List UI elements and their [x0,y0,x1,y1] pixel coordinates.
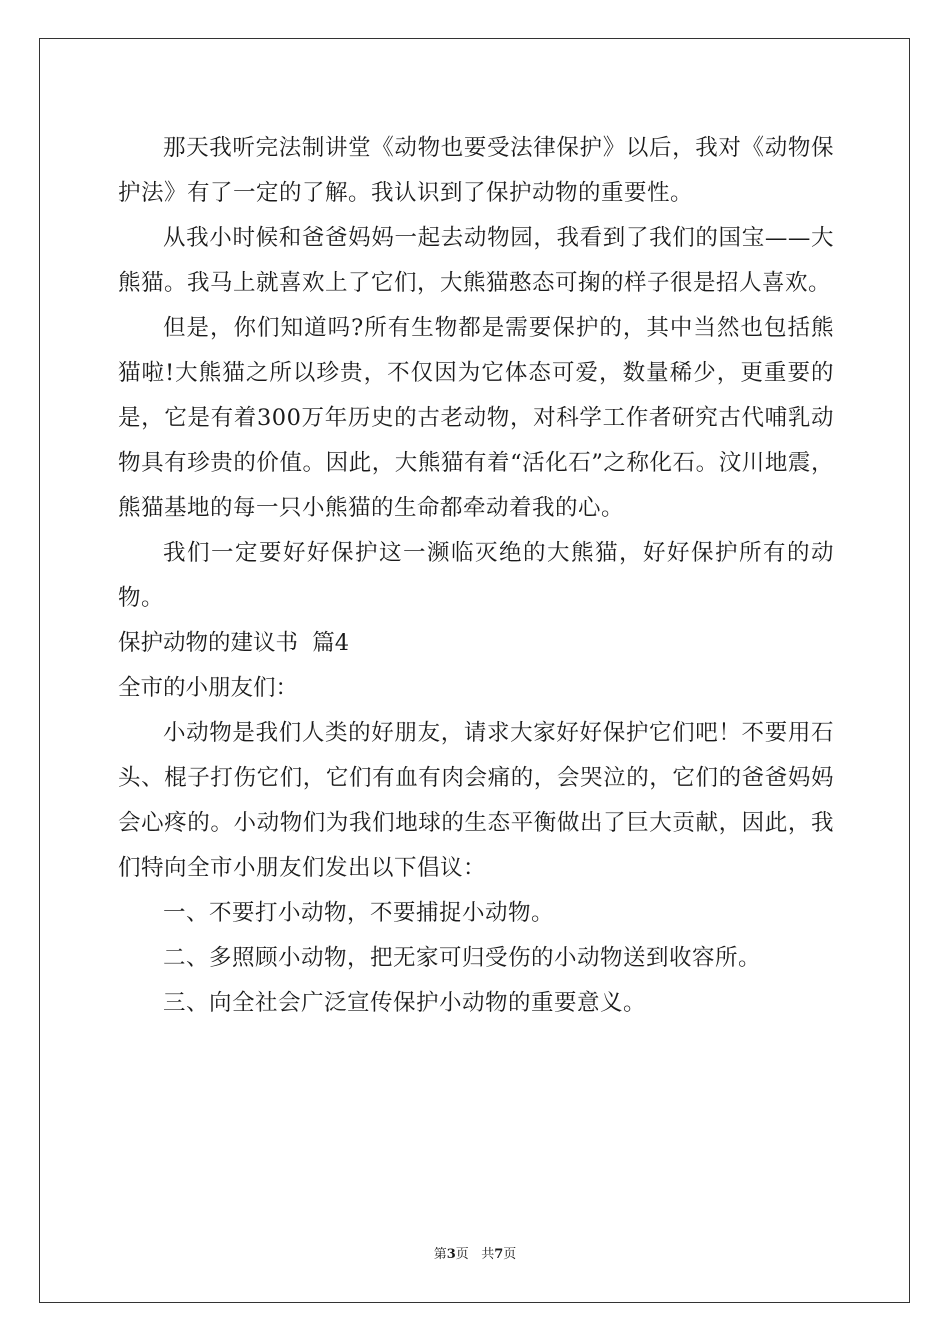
total-page-number: 7 [494,1247,504,1262]
letter-paragraph-1: 小动物是我们人类的好朋友，请求大家好好保护它们吧！不要用石头、棍子打伤它们，它们有血有肉会痛的，会哭泣的，它们的爸爸妈妈会心疼的。小动物们为我们地球的生态平衡做出了巨大贡献，因此，我们特向全市小朋友们发出以下倡议： [118,720,834,881]
section-title: 保护动物的建议书 篇4 [118,630,350,656]
current-page-number: 3 [446,1247,456,1262]
paragraph-3: 但是，你们知道吗?所有生物都是需要保护的，其中当然也包括熊猫啦!大熊猫之所以珍贵，不仅因为它体态可爱，数量稀少，更重要的是，它是有着300万年历史的古老动物，对科学工作者研究古代哺乳动物具有珍贵的价值。因此，大熊猫有着“活化石”之称化石。汶川地震，熊猫基地的每一只小熊猫的生命都牵动着我的心。 [118,315,834,521]
proposal-item-1: 一、不要打小动物，不要捕捉小动物。 [163,900,555,926]
page-footer [0,1245,950,1265]
page-suffix: 页 [455,1247,469,1262]
paragraph-1: 那天我听完法制讲堂《动物也要受法律保护》以后，我对《动物保护法》有了一定的了解。我认识到了保护动物的重要性。 [118,135,834,206]
total-prefix: 共 [481,1247,495,1262]
proposal-item-3: 三、向全社会广泛宣传保护小动物的重要意义。 [163,990,647,1016]
paragraph-2: 从我小时候和爸爸妈妈一起去动物园，我看到了我们的国宝——大熊猫。我马上就喜欢上了它们，大熊猫憨态可掬的样子很是招人喜欢。 [118,225,834,296]
proposal-item-2: 二、多照顾小动物，把无家可归受伤的小动物送到收容所。 [163,945,762,971]
salutation: 全市的小朋友们： [118,675,299,701]
total-suffix: 页 [503,1247,517,1262]
document-body [118,126,834,1026]
paragraph-4: 我们一定要好好保护这一濒临灭绝的大熊猫，好好保护所有的动物。 [118,540,834,611]
page-prefix: 第 [433,1247,447,1262]
